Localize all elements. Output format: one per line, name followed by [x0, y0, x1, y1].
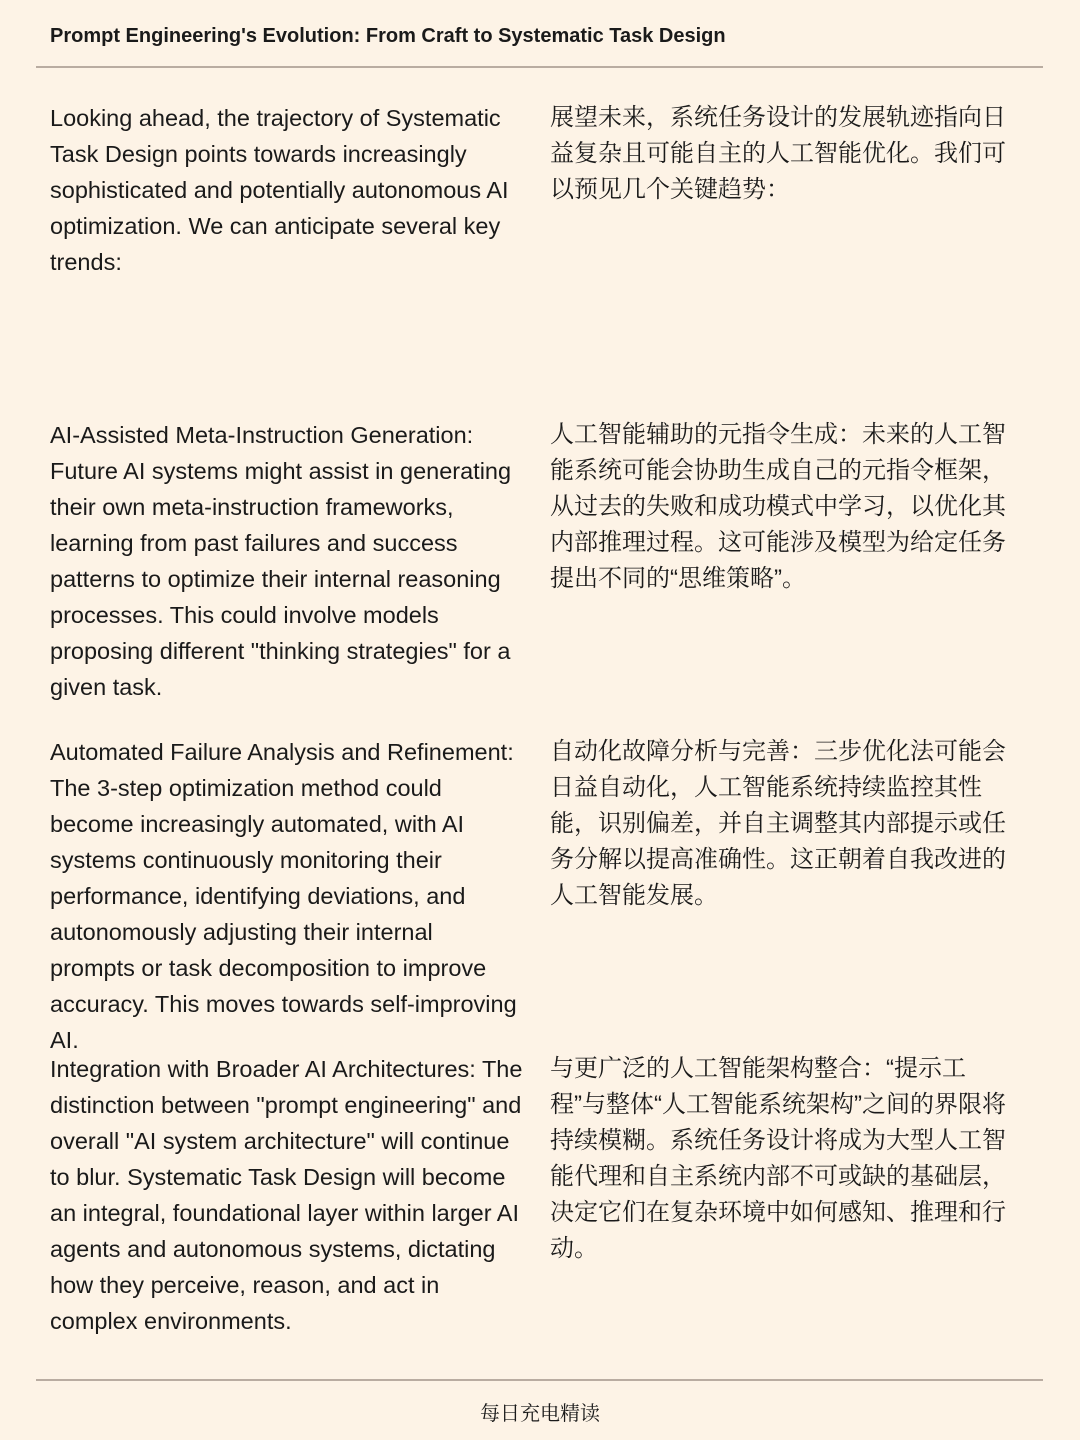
header-divider	[36, 66, 1043, 68]
intro-paragraph-zh: 展望未来，系统任务设计的发展轨迹指向日益复杂且可能自主的人工智能优化。我们可以预见几个关键趋势：	[550, 104, 1006, 203]
trend-meta-instruction-en: AI-Assisted Meta-Instruction Generation: Future AI systems might assist in generating their own meta-instruction frameworks, learning from past failures and success patterns to optimize their internal reasoning processes. This could involve models proposing different "thinking strategies" for a given task.	[50, 422, 512, 700]
footer-text: 每日充电精读	[480, 1403, 600, 1425]
trend-architecture-integration-zh: 与更广泛的人工智能架构整合：“提示工程”与整体“人工智能系统架构”之间的界限将持续模糊。系统任务设计将成为大型人工智能代理和自主系统内部不可或缺的基础层，决定它们在复杂环境中如何感知、推理和行动。	[550, 1055, 1006, 1262]
trend-meta-instruction-zh: 人工智能辅助的元指令生成：未来的人工智能系统可能会协助生成自己的元指令框架，从过去的失败和成功模式中学习，以优化其内部推理过程。这可能涉及模型为给定任务提出不同的“思维策略”。	[550, 421, 1006, 592]
footer-divider	[36, 1379, 1043, 1381]
trend-failure-analysis-zh: 自动化故障分析与完善：三步优化法可能会日益自动化，人工智能系统持续监控其性能，识别偏差，并自主调整其内部提示或任务分解以提高准确性。这正朝着自我改进的人工智能发展。	[550, 738, 1006, 909]
intro-paragraph-en: Looking ahead, the trajectory of Systematic Task Design points towards increasingly sophisticated and potentially autonomous AI optimization. We can anticipate several key trends:	[50, 105, 509, 275]
trend-architecture-integration-en: Integration with Broader AI Architectures: The distinction between "prompt engineering" and overall "AI system architecture" will continue to blur. Systematic Task Design will become an integral, foundational layer within larger AI agents and autonomous systems, dictating how they perceive, reason, and act in complex environments.	[50, 1056, 523, 1334]
trend-failure-analysis-en: Automated Failure Analysis and Refinement: The 3-step optimization method could become increasingly automated, with AI systems continuously monitoring their performance, identifying deviations, and autonomously adjusting their internal prompts or task decomposition to improve accuracy. This moves towards self-improving AI.	[50, 739, 517, 1053]
page-title: Prompt Engineering's Evolution: From Craft to Systematic Task Design	[50, 25, 726, 47]
